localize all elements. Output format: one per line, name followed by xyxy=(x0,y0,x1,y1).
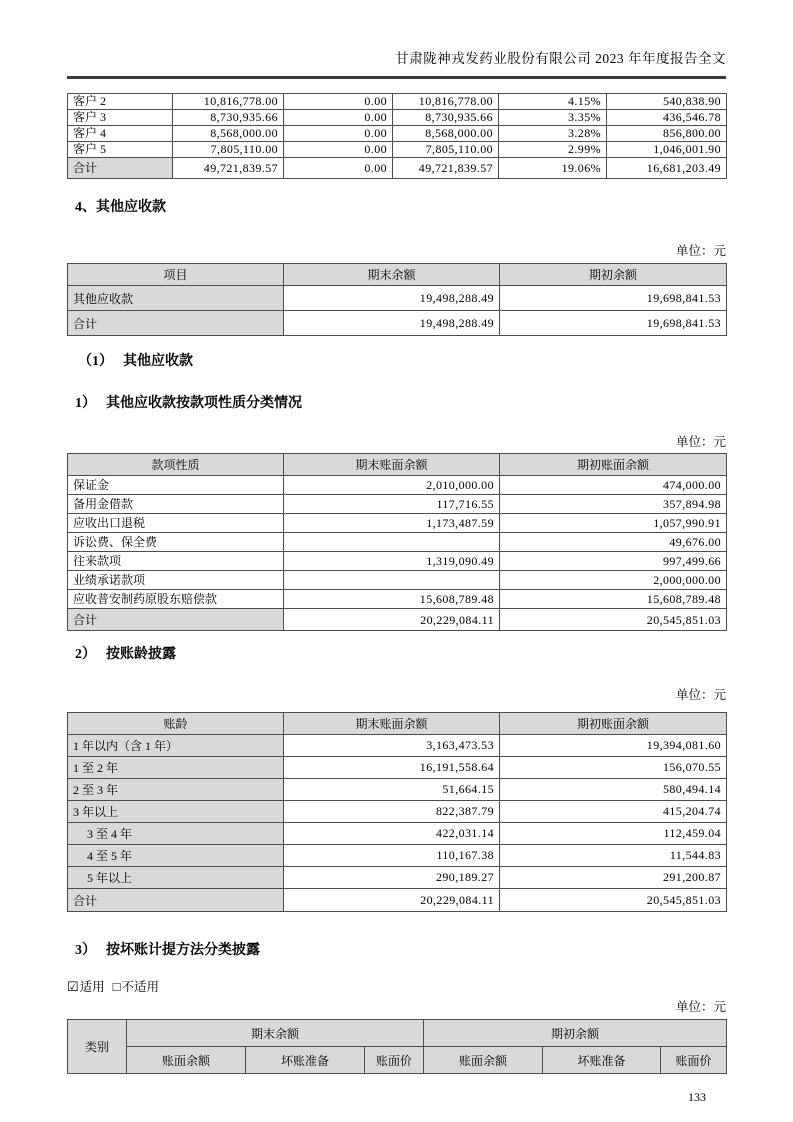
table-cell: 7,805,110.00 xyxy=(393,142,499,158)
column-header: 账面余额 xyxy=(424,1047,543,1074)
table-row xyxy=(68,142,727,158)
table-cell: 112,459.04 xyxy=(500,823,727,845)
table-header-row xyxy=(68,1020,727,1047)
table-cell: 0.00 xyxy=(284,94,393,110)
report-title: 甘肃陇神戎发药业股份有限公司 2023 年年度报告全文 xyxy=(395,51,726,66)
table-cell: 客户 5 xyxy=(68,142,173,158)
table-cell: 540,838.90 xyxy=(607,94,727,110)
table-cell: 2,000,000.00 xyxy=(500,571,727,590)
table-row xyxy=(68,571,727,590)
table-cell: 其他应收款 xyxy=(68,286,284,311)
table-total-row xyxy=(68,609,727,631)
table-header-row xyxy=(68,264,727,286)
table-row xyxy=(68,552,727,571)
table-subheader-row xyxy=(68,1047,727,1074)
bad-debt-provision-table xyxy=(67,1019,727,1074)
table-cell: 19.06% xyxy=(499,158,607,179)
table-cell: 20,229,084.11 xyxy=(284,609,500,631)
subsection-title-by-nature xyxy=(75,392,726,412)
table-row xyxy=(68,590,727,609)
table-total-row xyxy=(68,158,727,179)
table-cell: 4 至 5 年 xyxy=(68,845,284,867)
table-cell xyxy=(284,571,500,590)
table-row xyxy=(68,867,727,889)
table-cell: 往来款项 xyxy=(68,552,284,571)
column-header: 坏账准备 xyxy=(543,1047,661,1074)
table-cell: 16,191,558.64 xyxy=(284,757,500,779)
unit-label: 单位：元 xyxy=(675,1000,726,1014)
customers-table-body xyxy=(68,94,727,179)
column-header: 项目 xyxy=(68,264,284,286)
other-receivables-summary-table xyxy=(67,263,727,336)
table-row xyxy=(68,286,727,311)
column-header: 账面价 xyxy=(661,1047,727,1074)
column-header-ending-group: 期末余额 xyxy=(127,1020,424,1047)
table-cell: 应收出口退税 xyxy=(68,514,284,533)
table-cell: 822,387.79 xyxy=(284,801,500,823)
table-cell: 4.15% xyxy=(499,94,607,110)
table-cell: 20,545,851.03 xyxy=(500,889,727,912)
unit-label: 单位：元 xyxy=(675,435,726,449)
unit-label: 单位：元 xyxy=(675,244,726,258)
column-header: 期初账面余额 xyxy=(500,454,727,476)
table-cell: 应收普安制药原股东赔偿款 xyxy=(68,590,284,609)
subsection-title-bad-debt-method xyxy=(75,939,726,959)
table-cell: 3.35% xyxy=(499,110,607,126)
table-total-row xyxy=(68,889,727,912)
table-cell: 1,173,487.59 xyxy=(284,514,500,533)
table-cell: 业绩承诺款项 xyxy=(68,571,284,590)
table-row xyxy=(68,94,727,110)
section-number: 4、 xyxy=(75,200,96,215)
section-text: 按账龄披露 xyxy=(106,647,176,662)
column-header: 期末账面余额 xyxy=(284,454,500,476)
table-cell: 合计 xyxy=(68,158,173,179)
customers-table xyxy=(67,93,727,179)
table-cell: 580,494.14 xyxy=(500,779,727,801)
table-cell: 19,498,288.49 xyxy=(284,286,500,311)
table-cell: 保证金 xyxy=(68,476,284,495)
table-cell: 1,057,990.91 xyxy=(500,514,727,533)
table-cell: 3 至 4 年 xyxy=(68,823,284,845)
table-row xyxy=(68,823,727,845)
table-cell: 8,730,935.66 xyxy=(173,110,284,126)
table-cell: 0.00 xyxy=(284,158,393,179)
column-header: 账面价 xyxy=(365,1047,424,1074)
table-cell: 436,546.78 xyxy=(607,110,727,126)
by-aging-table-body xyxy=(68,735,727,912)
table-cell: 997,499.66 xyxy=(500,552,727,571)
table-cell: 0.00 xyxy=(284,142,393,158)
by-nature-table xyxy=(67,453,727,631)
table-header-row xyxy=(68,713,727,735)
column-header-beginning-group: 期初余额 xyxy=(424,1020,727,1047)
table-cell: 客户 3 xyxy=(68,110,173,126)
checkbox-unchecked-icon: □ xyxy=(112,979,121,994)
table-cell: 合计 xyxy=(68,311,284,336)
table-row xyxy=(68,476,727,495)
table-cell: 51,664.15 xyxy=(284,779,500,801)
table-row xyxy=(68,533,727,552)
section-number: （1） xyxy=(78,354,113,369)
page-content xyxy=(67,93,726,1105)
section-title-other-receivables xyxy=(75,196,726,216)
table-cell: 357,894.98 xyxy=(500,495,727,514)
table-cell: 3.28% xyxy=(499,126,607,142)
table-cell: 0.00 xyxy=(284,126,393,142)
column-header: 坏账准备 xyxy=(246,1047,365,1074)
table-cell: 49,721,839.57 xyxy=(393,158,499,179)
running-head xyxy=(67,0,726,79)
table-row xyxy=(68,801,727,823)
table-cell: 2.99% xyxy=(499,142,607,158)
table-cell: 10,816,778.00 xyxy=(173,94,284,110)
table-cell: 15,608,789.48 xyxy=(284,590,500,609)
table-row xyxy=(68,735,727,757)
table-cell: 19,698,841.53 xyxy=(500,311,727,336)
table-cell: 3 年以上 xyxy=(68,801,284,823)
table-cell: 8,568,000.00 xyxy=(173,126,284,142)
column-header: 款项性质 xyxy=(68,454,284,476)
column-header: 期初余额 xyxy=(500,264,727,286)
section-number: 3） xyxy=(75,943,96,958)
subsection-title-by-aging xyxy=(75,643,726,663)
table-cell: 49,721,839.57 xyxy=(173,158,284,179)
column-header-category: 类别 xyxy=(68,1020,127,1074)
table-cell: 156,070.55 xyxy=(500,757,727,779)
not-applicable-label: 不适用 xyxy=(121,980,160,994)
section-text: 按坏账计提方法分类披露 xyxy=(106,943,260,958)
table-cell: 422,031.14 xyxy=(284,823,500,845)
table-cell: 856,800.00 xyxy=(607,126,727,142)
section-text: 其他应收款 xyxy=(123,354,193,369)
table-cell: 20,545,851.03 xyxy=(500,609,727,631)
by-aging-table xyxy=(67,712,727,912)
table-cell: 1,319,090.49 xyxy=(284,552,500,571)
table-cell: 110,167.38 xyxy=(284,845,500,867)
table-cell: 5 年以上 xyxy=(68,867,284,889)
table-cell: 415,204.74 xyxy=(500,801,727,823)
table-cell xyxy=(284,533,500,552)
table-cell: 474,000.00 xyxy=(500,476,727,495)
table-cell: 8,730,935.66 xyxy=(393,110,499,126)
table-cell: 19,394,081.60 xyxy=(500,735,727,757)
table-cell: 19,498,288.49 xyxy=(284,311,500,336)
table-row xyxy=(68,779,727,801)
table-cell: 诉讼费、保全费 xyxy=(68,533,284,552)
table-total-row xyxy=(68,311,727,336)
table-cell: 11,544.83 xyxy=(500,845,727,867)
table-cell: 2 至 3 年 xyxy=(68,779,284,801)
section-text: 其他应收款 xyxy=(96,200,166,215)
section-text: 其他应收款按款项性质分类情况 xyxy=(106,396,302,411)
column-header: 期末账面余额 xyxy=(284,713,500,735)
table-row xyxy=(68,514,727,533)
table-cell: 20,229,084.11 xyxy=(284,889,500,912)
table-cell: 客户 2 xyxy=(68,94,173,110)
applicable-label: 适用 xyxy=(79,980,105,994)
table-cell: 290,189.27 xyxy=(284,867,500,889)
table-cell: 8,568,000.00 xyxy=(393,126,499,142)
table-row xyxy=(68,757,727,779)
section-number: 2） xyxy=(75,647,96,662)
column-header: 账龄 xyxy=(68,713,284,735)
table-cell: 1 年以内（含 1 年） xyxy=(68,735,284,757)
page-number: 133 xyxy=(688,1090,706,1104)
table-cell: 19,698,841.53 xyxy=(500,286,727,311)
table-cell: 117,716.55 xyxy=(284,495,500,514)
table-cell: 1 至 2 年 xyxy=(68,757,284,779)
table-cell: 2,010,000.00 xyxy=(284,476,500,495)
table-cell: 1,046,001.90 xyxy=(607,142,727,158)
table-cell: 15,608,789.48 xyxy=(500,590,727,609)
table-cell: 16,681,203.49 xyxy=(607,158,727,179)
checkbox-checked-icon: ☑ xyxy=(67,979,79,994)
table-row xyxy=(68,126,727,142)
column-header: 账面余额 xyxy=(127,1047,246,1074)
table-cell: 备用金借款 xyxy=(68,495,284,514)
by-nature-table-body xyxy=(68,476,727,631)
table-cell: 0.00 xyxy=(284,110,393,126)
summary-table-body xyxy=(68,286,727,336)
subsection-title-other-receivables xyxy=(78,350,726,370)
table-cell: 7,805,110.00 xyxy=(173,142,284,158)
column-header: 期末余额 xyxy=(284,264,500,286)
table-row xyxy=(68,110,727,126)
table-cell: 291,200.87 xyxy=(500,867,727,889)
table-row xyxy=(68,845,727,867)
table-cell: 10,816,778.00 xyxy=(393,94,499,110)
applicability-line xyxy=(67,977,726,995)
table-cell: 3,163,473.53 xyxy=(284,735,500,757)
table-cell: 49,676.00 xyxy=(500,533,727,552)
section-number: 1） xyxy=(75,396,96,411)
unit-label: 单位：元 xyxy=(675,688,726,702)
table-header-row xyxy=(68,454,727,476)
table-row xyxy=(68,495,727,514)
column-header: 期初账面余额 xyxy=(500,713,727,735)
table-cell: 合计 xyxy=(68,609,284,631)
table-cell: 合计 xyxy=(68,889,284,912)
table-cell: 客户 4 xyxy=(68,126,173,142)
